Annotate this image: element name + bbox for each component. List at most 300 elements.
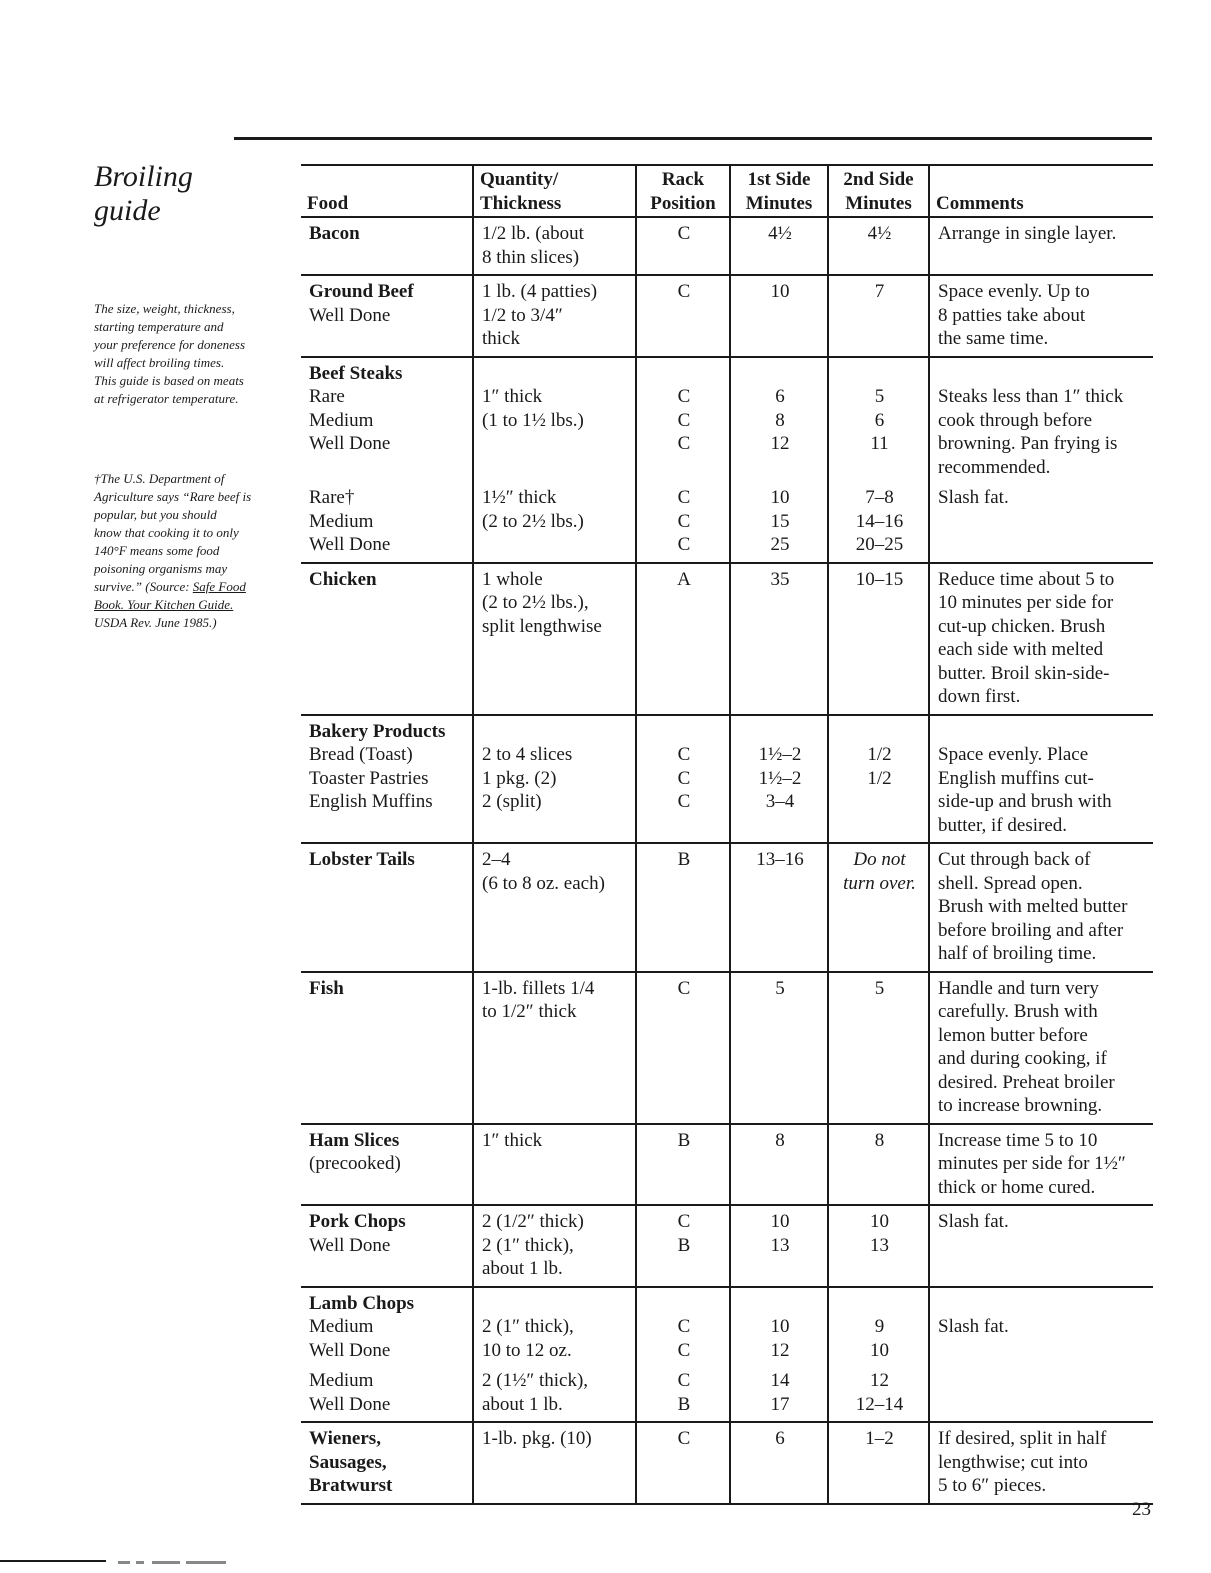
cell-line: C — [677, 1428, 691, 1449]
cell-food — [301, 217, 473, 275]
cell-comments — [929, 715, 1153, 844]
cell-second-side — [828, 1124, 929, 1206]
cell-first-side — [730, 843, 828, 972]
cell-line — [837, 720, 922, 744]
food-doneness: Rare — [309, 386, 345, 407]
food-category: Pork Chops — [309, 1211, 406, 1232]
cell-line: 2 (1″ thick), — [482, 1316, 574, 1337]
cell-second-side — [828, 1422, 929, 1504]
cell-first-side — [730, 1205, 828, 1287]
cell-second-side — [828, 1287, 929, 1423]
source-title-link: Safe Food — [192, 579, 246, 594]
cell-line: lemon butter before — [938, 1024, 1088, 1046]
cell-line: 4½ — [867, 223, 892, 244]
cell-first-side — [730, 972, 828, 1124]
food-doneness: English Muffins — [309, 791, 433, 812]
cell-line: 20–25 — [855, 534, 904, 555]
cell-line: 12 — [770, 1339, 790, 1361]
cell-comments — [929, 275, 1153, 357]
row-gap — [837, 1362, 922, 1369]
cell-line: 8 — [874, 1129, 885, 1151]
row-gap — [645, 1362, 723, 1369]
cell-first-side — [730, 1124, 828, 1206]
cell-line: 1–2 — [865, 1428, 894, 1449]
cell-line: cut-up chicken. Brush — [938, 615, 1106, 637]
footnote-line: †The U.S. Department of — [94, 471, 225, 486]
cell-food — [301, 1205, 473, 1287]
row-gap — [645, 479, 723, 486]
cell-line: 10 to 12 oz. — [482, 1339, 572, 1361]
cell-rack — [636, 1205, 730, 1287]
cell-line: C — [677, 744, 691, 765]
cell-line — [837, 362, 922, 386]
cell-line: 10 — [770, 1316, 790, 1337]
cell-line: down first. — [938, 686, 1021, 707]
cell-line: C — [677, 977, 691, 999]
cell-line: 2–4 — [482, 849, 511, 870]
cell-line — [837, 456, 922, 480]
cell-line: desired. Preheat broiler — [938, 1071, 1115, 1093]
cell-line: 1/2 to 3/4″ — [482, 304, 563, 326]
cell-comments — [929, 843, 1153, 972]
cell-line: A — [677, 568, 691, 590]
cell-line — [739, 720, 821, 744]
cell-line: 15 — [770, 510, 790, 532]
cell-line: 5 — [874, 977, 885, 999]
cell-quantity — [473, 1422, 636, 1504]
broiling-guide-table — [301, 164, 1153, 1505]
cell-rack — [636, 275, 730, 357]
cell-line: 13–16 — [756, 849, 804, 870]
note-line: will affect broiling times. — [94, 355, 225, 370]
cell-line: Do not — [853, 849, 906, 870]
cell-line: C — [677, 433, 691, 454]
cell-line: split lengthwise — [482, 615, 602, 637]
cell-line: half of broiling time. — [938, 943, 1097, 964]
cell-first-side — [730, 715, 828, 844]
cell-line — [739, 1292, 821, 1316]
cell-quantity — [473, 357, 636, 563]
broiling-note — [94, 300, 269, 408]
cell-line: B — [677, 1393, 691, 1415]
cell-line: 10 — [770, 487, 790, 508]
food-doneness: Rare† — [309, 487, 355, 508]
food-doneness: Medium — [309, 409, 374, 431]
row-gap — [837, 479, 922, 486]
cell-line: recommended. — [938, 456, 1051, 478]
cell-second-side — [828, 563, 929, 715]
cell-line: 10 — [870, 1211, 889, 1232]
cell-line: 5 — [874, 386, 885, 407]
cell-line: 14 — [770, 1370, 790, 1391]
cell-second-side — [828, 843, 929, 972]
food-category: Bacon — [309, 223, 360, 244]
cell-food — [301, 357, 473, 563]
cell-comments — [929, 217, 1153, 275]
cell-line: browning. Pan frying is — [938, 433, 1118, 454]
cell-food — [301, 1422, 473, 1504]
cell-line: (2 to 2½ lbs.), — [482, 592, 589, 613]
header-food: Food — [301, 165, 473, 217]
food-category: Beef Steaks — [309, 362, 403, 384]
cell-second-side — [828, 715, 929, 844]
cell-line — [938, 362, 1147, 386]
cell-line: 1″ thick — [482, 386, 543, 407]
table-row — [301, 1287, 1153, 1423]
food-category: Ham Slices — [309, 1129, 400, 1151]
cell-line: butter, if desired. — [938, 814, 1068, 836]
food-doneness: Well Done — [309, 1234, 391, 1256]
cell-quantity — [473, 1287, 636, 1423]
header-second-side: 2nd Side Minutes — [828, 165, 929, 217]
cell-quantity — [473, 217, 636, 275]
top-rule — [234, 137, 1152, 140]
cell-line: Slash fat. — [938, 1316, 1009, 1337]
cell-food — [301, 843, 473, 972]
cell-line: English muffins cut- — [938, 767, 1094, 789]
footnote-text: survive.” (Source: — [94, 579, 193, 594]
cell-line: 3–4 — [765, 791, 795, 812]
footnote-line: 140°F means some food — [94, 543, 220, 558]
cell-line: 1″ thick — [482, 1129, 543, 1151]
footnote-line: Agriculture says “Rare beef is — [94, 489, 252, 504]
footnote-line: know that cooking it to only — [94, 525, 239, 540]
cell-quantity — [473, 1124, 636, 1206]
cell-line: 9 — [874, 1316, 885, 1337]
cell-line: Brush with melted butter — [938, 896, 1128, 917]
cell-line: before broiling and after — [938, 919, 1124, 941]
cell-line: Reduce time about 5 to — [938, 568, 1115, 590]
cell-line: 10 — [770, 281, 790, 302]
cell-line: 5 — [775, 977, 785, 999]
cell-line: 1/2 — [867, 767, 892, 789]
cell-line — [482, 456, 629, 480]
cell-line: about 1 lb. — [482, 1258, 563, 1279]
cell-line — [645, 456, 723, 480]
cell-line: C — [677, 386, 691, 407]
cell-line: C — [677, 281, 691, 302]
note-line: starting temperature and — [94, 319, 224, 334]
cell-line: thick — [482, 328, 520, 349]
cell-line: Arrange in single layer. — [938, 223, 1117, 244]
table-row — [301, 843, 1153, 972]
food-category: Lamb Chops — [309, 1292, 415, 1314]
row-gap — [739, 479, 821, 486]
cell-line: 1/2 — [867, 744, 892, 765]
cell-line — [739, 456, 821, 480]
page-title — [94, 160, 193, 228]
cell-first-side — [730, 1422, 828, 1504]
food-category: Ground Beef — [309, 281, 414, 302]
cell-first-side — [730, 357, 828, 563]
cell-line: 12 — [870, 1370, 889, 1391]
cell-line: 1 lb. (4 patties) — [482, 281, 598, 302]
cell-line: 1 whole — [482, 568, 543, 590]
cell-food — [301, 715, 473, 844]
table-row — [301, 217, 1153, 275]
cell-line: 2 (1½″ thick), — [482, 1370, 589, 1391]
cell-line: the same time. — [938, 328, 1049, 349]
row-gap — [938, 479, 1147, 486]
cell-line: butter. Broil skin-side- — [938, 662, 1110, 684]
cell-line: 12 — [770, 433, 790, 454]
cell-line — [938, 720, 1147, 744]
cell-line: Slash fat. — [938, 487, 1009, 508]
cell-rack — [636, 1287, 730, 1423]
cell-line — [645, 362, 723, 386]
cell-quantity — [473, 843, 636, 972]
row-gap — [739, 1362, 821, 1369]
cell-food — [301, 1287, 473, 1423]
cell-line: 6 — [874, 409, 885, 431]
cell-line: turn over. — [843, 872, 916, 894]
cell-line: If desired, split in half — [938, 1428, 1107, 1449]
cell-line — [482, 432, 629, 456]
cell-line: Slash fat. — [938, 1211, 1009, 1232]
cell-line: 13 — [770, 1234, 790, 1256]
cell-line: C — [677, 791, 691, 812]
cell-line: about 1 lb. — [482, 1393, 563, 1415]
cell-rack — [636, 715, 730, 844]
cell-line: 1½–2 — [758, 767, 802, 789]
food-category: Chicken — [309, 568, 377, 590]
cell-line: 11 — [870, 433, 889, 454]
cell-line: each side with melted — [938, 639, 1104, 660]
cell-line: lengthwise; cut into — [938, 1451, 1088, 1473]
bottom-rule — [0, 1560, 106, 1562]
cell-first-side — [730, 563, 828, 715]
table-row — [301, 715, 1153, 844]
food-doneness: Bread (Toast) — [309, 744, 413, 765]
cell-rack — [636, 563, 730, 715]
food-doneness: Medium — [309, 510, 374, 532]
cell-line: to increase browning. — [938, 1095, 1103, 1116]
food-doneness: Well Done — [309, 304, 391, 326]
food-doneness: (precooked) — [309, 1153, 401, 1174]
cell-line: 1½″ thick — [482, 487, 557, 508]
row-gap — [482, 1362, 629, 1369]
cell-line: thick or home cured. — [938, 1176, 1096, 1198]
cell-line: 7–8 — [865, 487, 894, 508]
cell-comments — [929, 1205, 1153, 1287]
cell-second-side — [828, 217, 929, 275]
cell-line: 6 — [775, 386, 785, 407]
cell-line: B — [677, 1129, 691, 1151]
cell-line: Cut through back of — [938, 849, 1091, 870]
food-category: Fish — [309, 977, 344, 999]
food-category: Wieners, — [309, 1428, 381, 1449]
table-row — [301, 972, 1153, 1124]
cell-line — [482, 362, 629, 386]
cell-line: 8 — [775, 409, 785, 431]
cell-quantity — [473, 715, 636, 844]
cell-line: 17 — [770, 1393, 790, 1415]
table-row — [301, 563, 1153, 715]
cell-line — [482, 720, 629, 744]
cell-line: 13 — [870, 1234, 889, 1256]
cell-second-side — [828, 1205, 929, 1287]
cell-second-side — [828, 275, 929, 357]
cell-line: 4½ — [768, 223, 792, 244]
footnote-line: popular, but you should — [94, 507, 217, 522]
cell-quantity — [473, 563, 636, 715]
cell-line: to 1/2″ thick — [482, 1001, 577, 1022]
cell-food — [301, 563, 473, 715]
cell-second-side — [828, 972, 929, 1124]
cell-line: and during cooking, if — [938, 1048, 1107, 1069]
footnote-line: USDA Rev. June 1985.) — [94, 615, 217, 630]
cell-line: C — [677, 534, 691, 555]
cell-rack — [636, 1422, 730, 1504]
cell-line: carefully. Brush with — [938, 1001, 1098, 1022]
footnote-line — [94, 578, 269, 596]
cell-first-side — [730, 1287, 828, 1423]
food-doneness: Toaster Pastries — [309, 767, 429, 789]
cell-comments — [929, 357, 1153, 563]
title-line: guide — [94, 194, 161, 227]
food-doneness: Well Done — [309, 1393, 391, 1415]
cropped-footer-text — [114, 1558, 234, 1564]
cell-line: C — [677, 223, 691, 244]
cell-first-side — [730, 275, 828, 357]
note-line: The size, weight, thickness, — [94, 301, 235, 316]
cell-line: C — [677, 1339, 691, 1361]
cell-first-side — [730, 217, 828, 275]
note-line: your preference for doneness — [94, 337, 246, 352]
cell-line: 12–14 — [855, 1393, 904, 1415]
table-row — [301, 1422, 1153, 1504]
title-line: Broiling — [94, 160, 193, 193]
cell-line: 35 — [770, 568, 790, 590]
cell-line: 8 thin slices) — [482, 246, 580, 268]
cell-food — [301, 275, 473, 357]
cell-comments — [929, 1287, 1153, 1423]
food-category: Lobster Tails — [309, 849, 415, 870]
cell-rack — [636, 1124, 730, 1206]
cell-comments — [929, 1422, 1153, 1504]
food-doneness: Medium — [309, 1316, 374, 1337]
cell-line: 8 — [775, 1129, 785, 1151]
cell-food — [301, 972, 473, 1124]
table-row — [301, 275, 1153, 357]
source-title-link: Book. Your Kitchen Guide. — [94, 597, 234, 612]
note-line: at refrigerator temperature. — [94, 391, 239, 406]
cell-line: 2 to 4 slices — [482, 744, 573, 765]
cell-second-side — [828, 357, 929, 563]
cell-line: C — [677, 1370, 691, 1391]
cell-line: 2 (split) — [482, 791, 542, 812]
cell-line: side-up and brush with — [938, 791, 1112, 812]
cell-line: C — [677, 1211, 691, 1232]
cell-line: C — [677, 1316, 691, 1337]
cell-line: C — [677, 510, 691, 532]
cell-line: 5 to 6″ pieces. — [938, 1475, 1047, 1496]
cell-line: 2 (1″ thick), — [482, 1234, 574, 1256]
cell-line: (1 to 1½ lbs.) — [482, 409, 584, 431]
cell-line — [482, 1292, 629, 1316]
cell-line: 1-lb. fillets 1/4 — [482, 977, 595, 999]
cell-line: Space evenly. Place — [938, 744, 1089, 765]
cell-line: 8 patties take about — [938, 304, 1086, 326]
cell-rack — [636, 843, 730, 972]
header-comments: Comments — [929, 165, 1153, 217]
cell-line — [837, 1292, 922, 1316]
cell-rack — [636, 217, 730, 275]
food-category: Bakery Products — [309, 720, 446, 742]
cell-line: shell. Spread open. — [938, 872, 1083, 894]
cell-quantity — [473, 972, 636, 1124]
cell-line: 25 — [770, 534, 790, 555]
row-gap — [309, 1362, 466, 1369]
table-row — [301, 357, 1153, 563]
row-gap — [309, 479, 466, 486]
cell-quantity — [473, 1205, 636, 1287]
cell-line: 1-lb. pkg. (10) — [482, 1428, 592, 1449]
cell-rack — [636, 972, 730, 1124]
cell-line — [645, 720, 723, 744]
cell-line: Space evenly. Up to — [938, 281, 1090, 302]
cell-line: 10–15 — [855, 568, 904, 590]
note-line: This guide is based on meats — [94, 373, 244, 388]
cell-line: 2 (1/2″ thick) — [482, 1211, 584, 1232]
cell-line: 10 — [870, 1339, 889, 1361]
cell-line: B — [677, 849, 691, 870]
cell-comments — [929, 1124, 1153, 1206]
cell-quantity — [473, 275, 636, 357]
cell-comments — [929, 972, 1153, 1124]
footnote-line: poisoning organisms may — [94, 561, 228, 576]
food-category: Bratwurst — [309, 1475, 393, 1496]
table-row — [301, 1124, 1153, 1206]
cell-line — [739, 362, 821, 386]
cell-line: Increase time 5 to 10 — [938, 1129, 1098, 1151]
cell-line: C — [677, 409, 691, 431]
header-quantity: Quantity/ Thickness — [473, 165, 636, 217]
table-body — [301, 217, 1153, 1504]
cell-line: minutes per side for 1½″ — [938, 1153, 1126, 1174]
header-rack: Rack Position — [636, 165, 730, 217]
cell-line — [645, 1292, 723, 1316]
table-header-row — [301, 165, 1153, 217]
food-doneness: Well Done — [309, 1339, 391, 1361]
cell-line: (2 to 2½ lbs.) — [482, 510, 584, 532]
cell-line — [482, 533, 629, 557]
food-doneness: Well Done — [309, 534, 391, 555]
table-row — [301, 1205, 1153, 1287]
cell-line: 10 minutes per side for — [938, 592, 1114, 613]
cell-line: 1/2 lb. (about — [482, 223, 584, 244]
cell-line: (6 to 8 oz. each) — [482, 872, 605, 894]
row-gap — [482, 479, 629, 486]
cell-line: cook through before — [938, 409, 1093, 431]
cell-comments — [929, 563, 1153, 715]
footnote-line — [94, 596, 269, 614]
cell-line: 10 — [770, 1211, 790, 1232]
usda-footnote — [94, 470, 269, 632]
food-category: Sausages, — [309, 1451, 387, 1473]
header-first-side: 1st Side Minutes — [730, 165, 828, 217]
cell-line: Handle and turn very — [938, 977, 1099, 999]
cell-food — [301, 1124, 473, 1206]
food-doneness — [309, 456, 466, 480]
cell-line: C — [677, 767, 691, 789]
cell-line: 6 — [775, 1428, 785, 1449]
cell-line: 1 pkg. (2) — [482, 767, 557, 789]
cell-line: Steaks less than 1″ thick — [938, 386, 1124, 407]
cell-line: 1½–2 — [758, 744, 802, 765]
food-doneness: Medium — [309, 1370, 374, 1391]
cell-line: 7 — [874, 281, 885, 302]
